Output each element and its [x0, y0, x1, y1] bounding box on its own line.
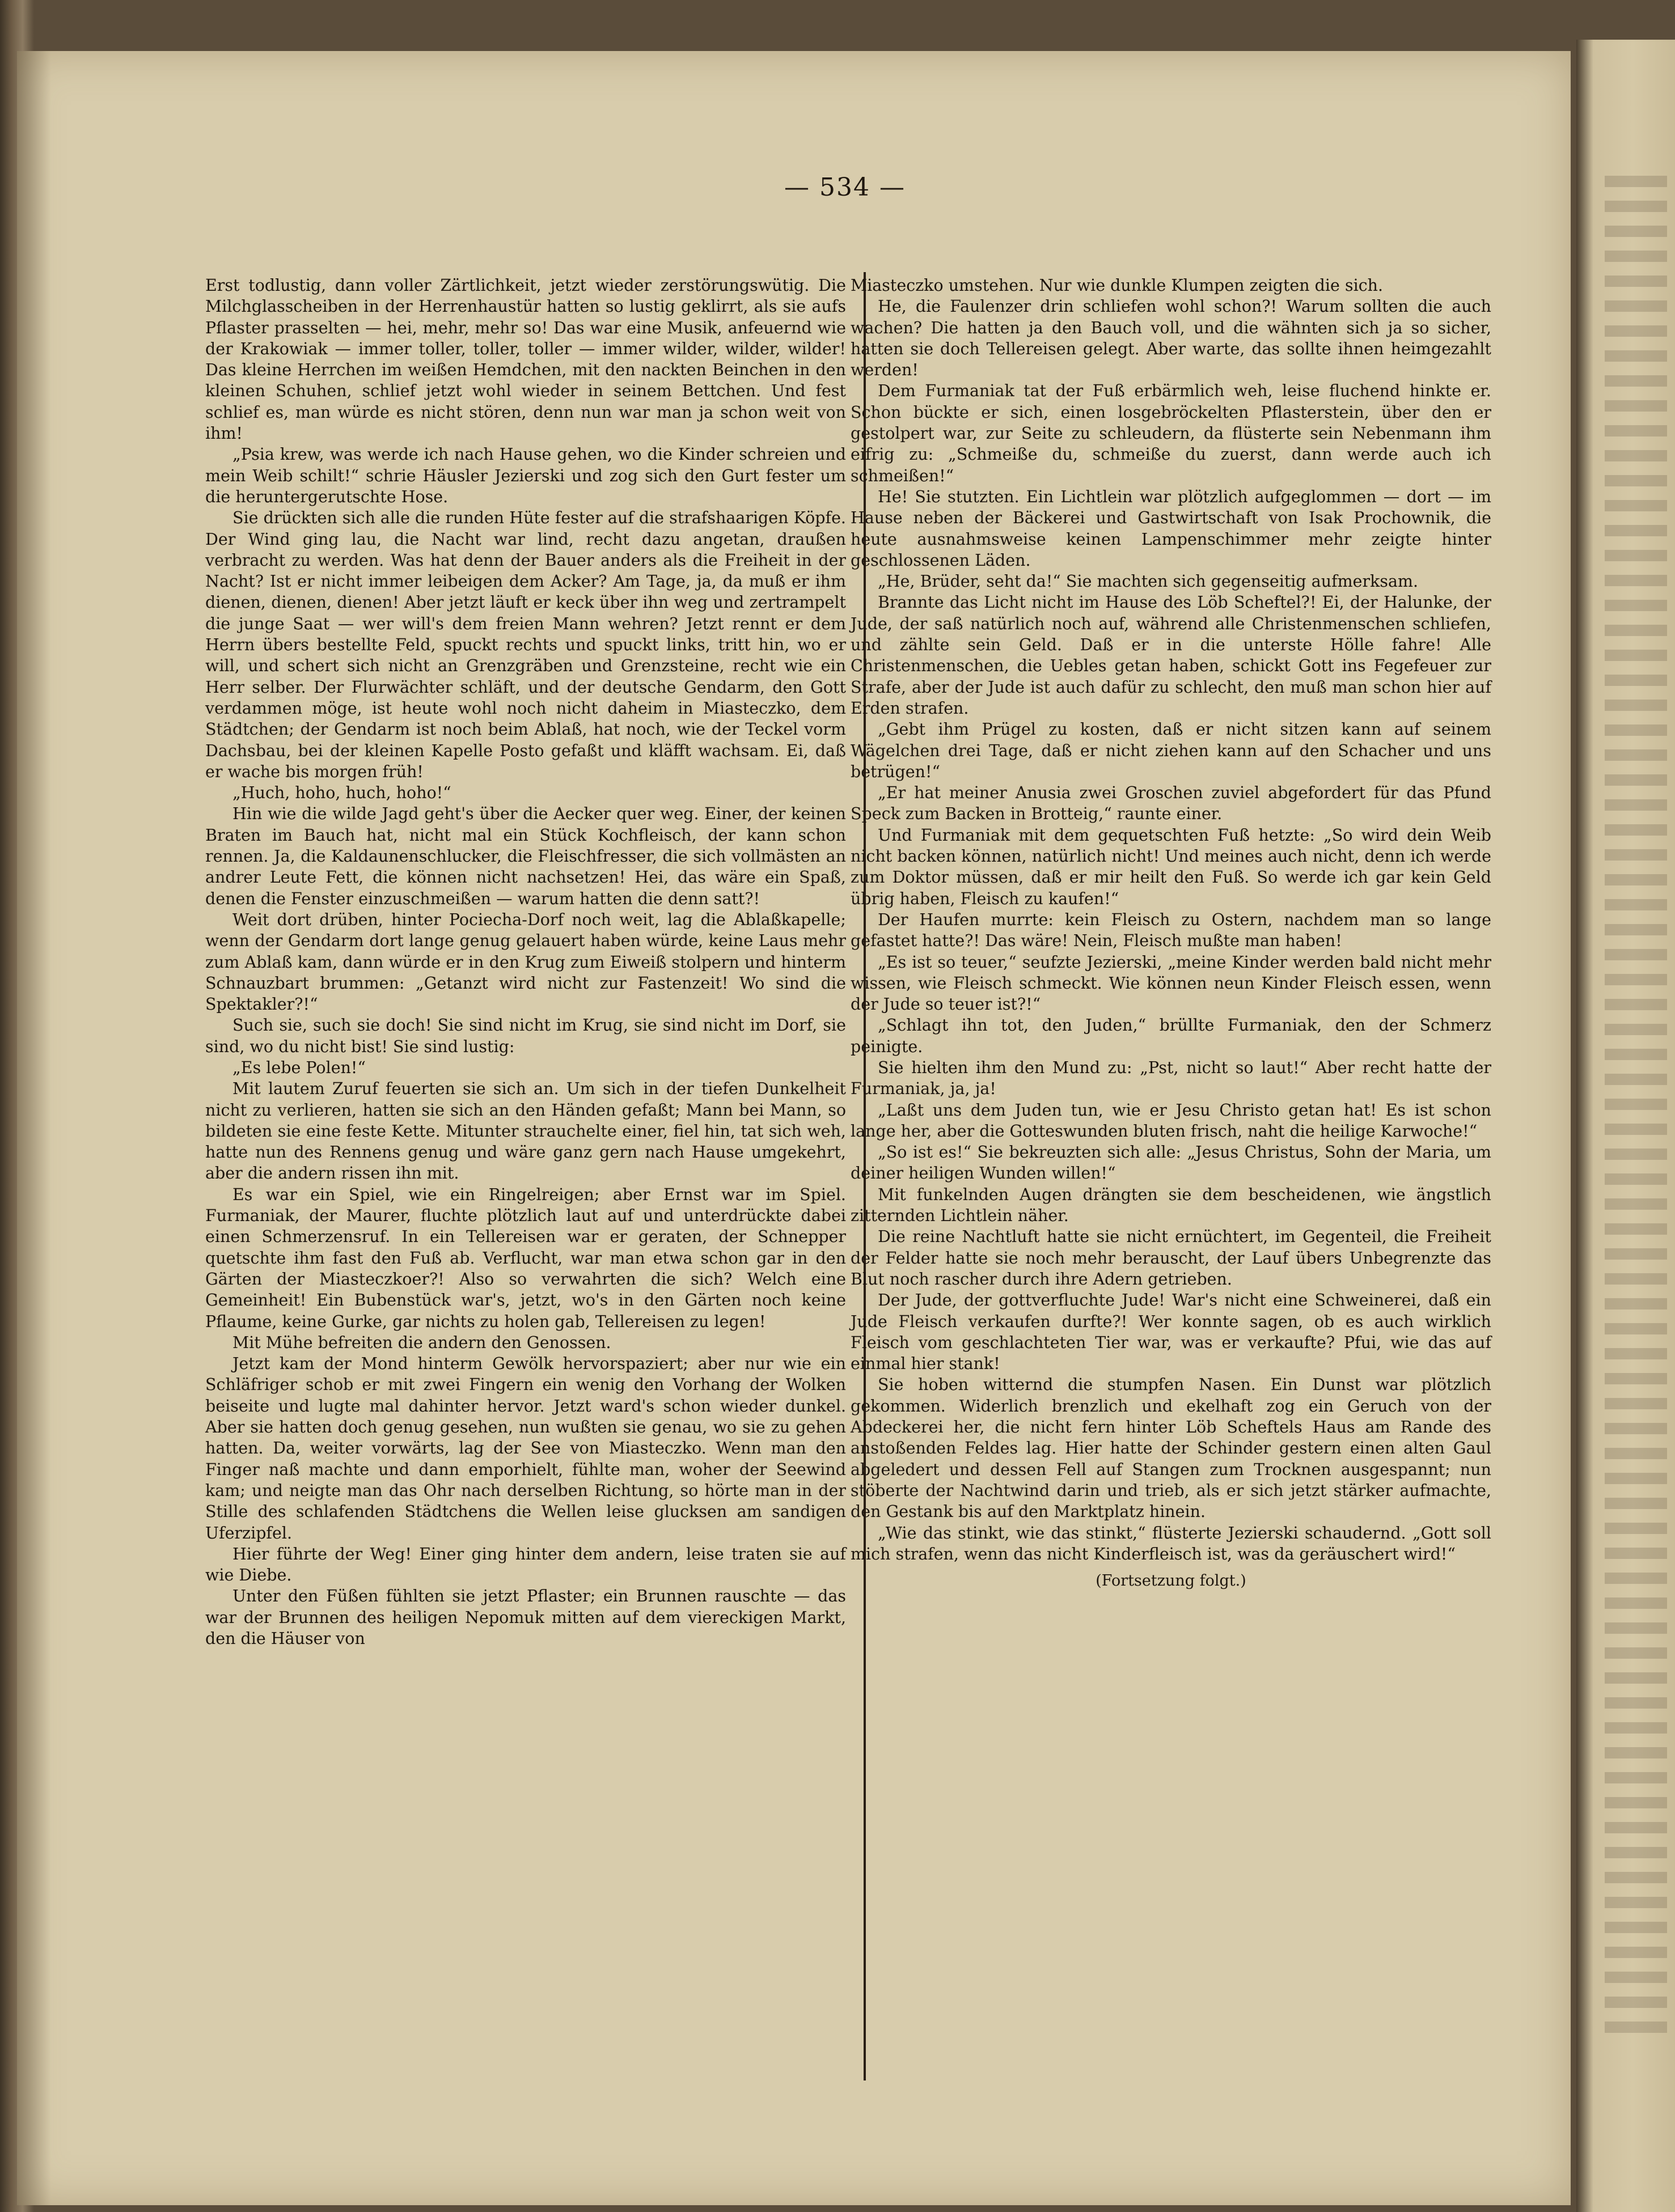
paragraph: „Es lebe Polen!“ [232, 1058, 366, 1077]
newspaper-page [17, 51, 1571, 2205]
paragraph: „Huch, hoho, huch, hoho!“ [232, 783, 451, 803]
right-column [851, 275, 1491, 1591]
paragraph: Sie hielten ihm den Mund zu: „Pst, nicht so laut!“ Aber recht hatte der Furmaniak, ja, ja! [851, 1058, 1491, 1099]
paragraph: Der Jude, der gottverfluchte Jude! War's nicht eine Schweinerei, daß ein Jude Fleisch verkaufen durfte?! Wer konnte sagen, ob es auch wirklich Fleisch vom geschlachteten Tier war, was er verkaufte? Pfui, wie das auf einmal hier stank! [851, 1291, 1491, 1374]
paragraph: Brannte das Licht nicht im Hause des Löb Scheftel?! Ei, der Halunke, der Jude, der saß natürlich noch auf, während alle Christenmenschen schliefen, und zählte sein Geld. Daß er in die unterste Hölle fahre! Alle Christenmenschen, die Uebles getan haben, schickt Gott ins Fegefeuer zur Strafe, aber der Jude ist auch dafür zu schlecht, den muß man schon hier auf Erden strafen. [851, 593, 1491, 718]
paragraph: Erst todlustig, dann voller Zärtlichkeit, jetzt wieder zerstörungswütig. Die Milchglasscheiben in der Herrenhaustür hatten so lustig geklirrt, als sie aufs Pflaster prasselten — hei, mehr, mehr so! Das war eine Musik, anfeuernd wie der Krakowiak — immer toller, toller, toller — immer wilder, wilder, wilder! Das kleine Herrchen im weißen Hemdchen, mit den nackten Beinchen in den kleinen Schuhen, schlief jetzt wohl wieder in seinem Bettchen. Und fest schlief es, man würde es nicht stören, denn nun war man ja schon weit von ihm! [205, 276, 846, 443]
paragraph: Dem Furmaniak tat der Fuß erbärmlich weh, leise fluchend hinkte er. Schon bückte er sich, einen losgebröckelten Pflasterstein, über den er gestolpert war, zur Seite zu schleudern, da flüsterte sein Nebenmann ihm eifrig zu: „Schmeiße du, schmeiße du zuerst, dann werde auch ich schmeißen!“ [851, 382, 1491, 485]
next-page-edge [1576, 40, 1675, 2212]
paragraph: Sie drückten sich alle die runden Hüte fester auf die strafshaarigen Köpfe. Der Wind ging lau, die Nacht war lind, recht dazu angetan, draußen verbracht zu werden. Was hat denn der Bauer anders als die Freiheit in der Nacht? Ist er nicht immer leibeigen dem Acker? Am Tage, ja, da muß er ihm dienen, dienen, dienen! Aber jetzt läuft er keck über ihn weg und zertrampelt die junge Saat — wer will's dem freien Mann wehren? Jetzt rennt er dem Herrn übers bestellte Feld, spuckt rechts und spuckt links, tritt hin, wo er will, und schert sich nicht an Grenzgräben und Grenzsteine, recht wie ein Herr selber. Der Flurwächter schläft, und der deutsche Gendarm, den Gott verdammen möge, ist heute wohl noch nicht daheim in Miasteczko, dem Städtchen; der Gendarm ist noch beim Ablaß, hat noch, wie der Teckel vorm Dachsbau, bei der kleinen Kapelle Posto gefaßt und kläfft wachsam. Ei, daß er wache bis morgen früh! [205, 508, 846, 781]
paragraph: Mit funkelnden Augen drängten sie dem bescheidenen, wie ängstlich zitternden Lichtlein näher. [851, 1185, 1491, 1226]
paragraph: He! Sie stutzten. Ein Lichtlein war plötzlich aufgeglommen — dort — im Hause neben der Bäckerei und Gastwirtschaft von Isak Prochownik, die heute ausnahmsweise keinen Lampenschimmer mehr zeigte hinter geschlossenen Läden. [851, 487, 1491, 570]
paragraph: Der Haufen murrte: kein Fleisch zu Ostern, nachdem man so lange gefastet hatte?! Das wäre! Nein, Fleisch mußte man haben! [851, 910, 1491, 951]
paragraph: „Laßt uns dem Juden tun, wie er Jesu Christo getan hat! Es ist schon lange her, aber die Gotteswunden bluten frisch, naht die heilige Karwoche!“ [851, 1100, 1491, 1141]
paragraph: Und Furmaniak mit dem gequetschten Fuß hetzte: „So wird dein Weib nicht backen können, natürlich nicht! Und meines auch nicht, denn ich werde zum Doktor müssen, daß er mir heilt den Fuß. So werde ich gar kein Geld übrig haben, Fleisch zu kaufen!“ [851, 825, 1491, 908]
paragraph: „Er hat meiner Anusia zwei Groschen zuviel abgefordert für das Pfund Speck zum Backen in Brotteig,“ raunte einer. [851, 783, 1491, 824]
paragraph: Mit lautem Zuruf feuerten sie sich an. Um sich in der tiefen Dunkelheit nicht zu verlieren, hatten sie sich an den Händen gefaßt; Mann bei Mann, so bildeten sie eine feste Kette. Mitunter strauchelte einer, fiel hin, tat sich weh, hatte nun des Rennens genug und wäre ganz gern nach Hause umgekehrt, aber die andern rissen ihn mit. [205, 1079, 846, 1183]
paragraph: Mit Mühe befreiten die andern den Genossen. [232, 1333, 611, 1352]
paragraph: „So ist es!“ Sie bekreuzten sich alle: „Jesus Christus, Sohn der Maria, um deiner heiligen Wunden willen!“ [851, 1143, 1491, 1183]
paragraph: Es war ein Spiel, wie ein Ringelreigen; aber Ernst war im Spiel. Furmaniak, der Maurer, fluchte plötzlich laut auf und unterdrückte dabei einen Schmerzensruf. In ein Tellereisen war er geraten, der Schnepper quetschte ihm fast den Fuß ab. Verflucht, war man etwa schon gar in den Gärten der Miasteczkoer?! Also so verwahrten die sich? Welch eine Gemeinheit! Ein Bubenstück war's, jetzt, wo's in den Gärten noch keine Pflaume, keine Gurke, gar nichts zu holen gab, Tellereisen zu legen! [205, 1185, 846, 1331]
next-page-text-shadow [1605, 176, 1667, 2046]
paragraph: „He, Brüder, seht da!“ Sie machten sich gegenseitig aufmerksam. [878, 572, 1419, 591]
paragraph: Miasteczko umstehen. Nur wie dunkle Klumpen zeigten die sich. [851, 276, 1384, 295]
paragraph: Weit dort drüben, hinter Pociecha-Dorf noch weit, lag die Ablaßkapelle; wenn der Gendarm dort lange genug gelauert haben würde, keine Laus mehr zum Ablaß kam, dann würde er in den Krug zum Eiweiß stolpern und hinterm Schnauzbart brummen: „Getanzt wird nicht zur Fastenzeit! Wo sind die Spektakler?!“ [205, 910, 846, 1014]
paragraph: „Gebt ihm Prügel zu kosten, daß er nicht sitzen kann auf seinem Wägelchen drei Tage, daß er nicht ziehen kann auf den Schacher und uns betrügen!“ [851, 720, 1491, 781]
paragraph: He, die Faulenzer drin schliefen wohl schon?! Warum sollten die auch wachen? Die hatten ja den Bauch voll, und die wähnten sich ja so sicher, hatten sie doch Tellereisen gelegt. Aber warte, das sollte ihnen heimgezahlt werden! [851, 297, 1491, 380]
paragraph: Hier führte der Weg! Einer ging hinter dem andern, leise traten sie auf wie Diebe. [205, 1544, 846, 1585]
paragraph: „Psia krew, was werde ich nach Hause gehen, wo die Kinder schreien und mein Weib schilt!“ schrie Häusler Jezierski und zog sich den Gurt fester um die heruntergerutschte Hose. [205, 445, 846, 506]
paragraph: „Wie das stinkt, wie das stinkt,“ flüsterte Jezierski schaudernd. „Gott soll mich strafen, wenn das nicht Kinderfleisch ist, was da geräuschert wird!“ [851, 1523, 1491, 1563]
paragraph: Sie hoben witternd die stumpfen Nasen. Ein Dunst war plötzlich gekommen. Widerlich brenzlich und ekelhaft zog ein Geruch von der Abdeckerei her, die nicht fern hinter Löb Scheftels Haus am Rande des anstoßenden Feldes lag. Hier hatte der Schinder gestern einen alten Gaul abgeledert und dessen Fell auf Stangen zum Trocknen ausgespannt; nun stöberte der Nachtwind darin und trieb, als er sich jetzt stärker aufmachte, den Gestank bis auf den Marktplatz hinein. [851, 1375, 1491, 1522]
left-column [205, 275, 846, 1649]
paragraph: „Es ist so teuer,“ seufzte Jezierski, „meine Kinder werden bald nicht mehr wissen, wie Fleisch schmeckt. Wie können neun Kinder Fleisch essen, wenn der Jude so teuer ist?!“ [851, 952, 1491, 1014]
paragraph: Such sie, such sie doch! Sie sind nicht im Krug, sie sind nicht im Dorf, sie sind, wo du nicht bist! Sie sind lustig: [205, 1016, 846, 1056]
paragraph: Die reine Nachtluft hatte sie nicht ernüchtert, im Gegenteil, die Freiheit der Felder hatte sie noch mehr berauscht, der Lauf übers Unbegrenzte das Blut noch rascher durch ihre Adern getrieben. [851, 1227, 1491, 1289]
page-number: — 534 — [784, 173, 906, 202]
paragraph: Hin wie die wilde Jagd geht's über die Aecker quer weg. Einer, der keinen Braten im Bauch hat, nicht mal ein Stück Kochfleisch, der kann schon rennen. Ja, die Kaldaunenschlucker, die Fleischfresser, die sich vollmästen an andrer Leute Fett, die können nicht nachsetzen! Hei, das wäre ein Spaß, denen die Fenster einzuschmeißen — warum hatten die denn satt?! [205, 804, 846, 908]
paragraph: Jetzt kam der Mond hinterm Gewölk hervorspaziert; aber nur wie ein Schläfriger schob er mit zwei Fingern ein wenig den Vorhang der Wolken beiseite und lugte mal dahinter hervor. Jetzt ward's schon wieder dunkel. Aber sie hatten doch genug gesehen, nun wußten sie genau, wo sie zu gehen hatten. Da, weiter vorwärts, lag der See von Miasteczko. Wenn man den Finger naß machte und dann emporhielt, fühlte man, woher der Seewind kam; und neigte man das Ohr nach derselben Richtung, so hörte man in der Stille des schlafenden Städtchens die Wellen leise glucksen am sandigen Uferzipfel. [205, 1354, 846, 1543]
paragraph: „Schlagt ihn tot, den Juden,“ brüllte Furmaniak, den der Schmerz peinigte. [851, 1016, 1491, 1056]
paragraph: Unter den Füßen fühlten sie jetzt Pflaster; ein Brunnen rauschte — das war der Brunnen des heiligen Nepomuk mitten auf dem viereckigen Markt, den die Häuser von [205, 1587, 846, 1648]
continuation-note: (Fortsetzung folgt.) [1095, 1572, 1246, 1590]
